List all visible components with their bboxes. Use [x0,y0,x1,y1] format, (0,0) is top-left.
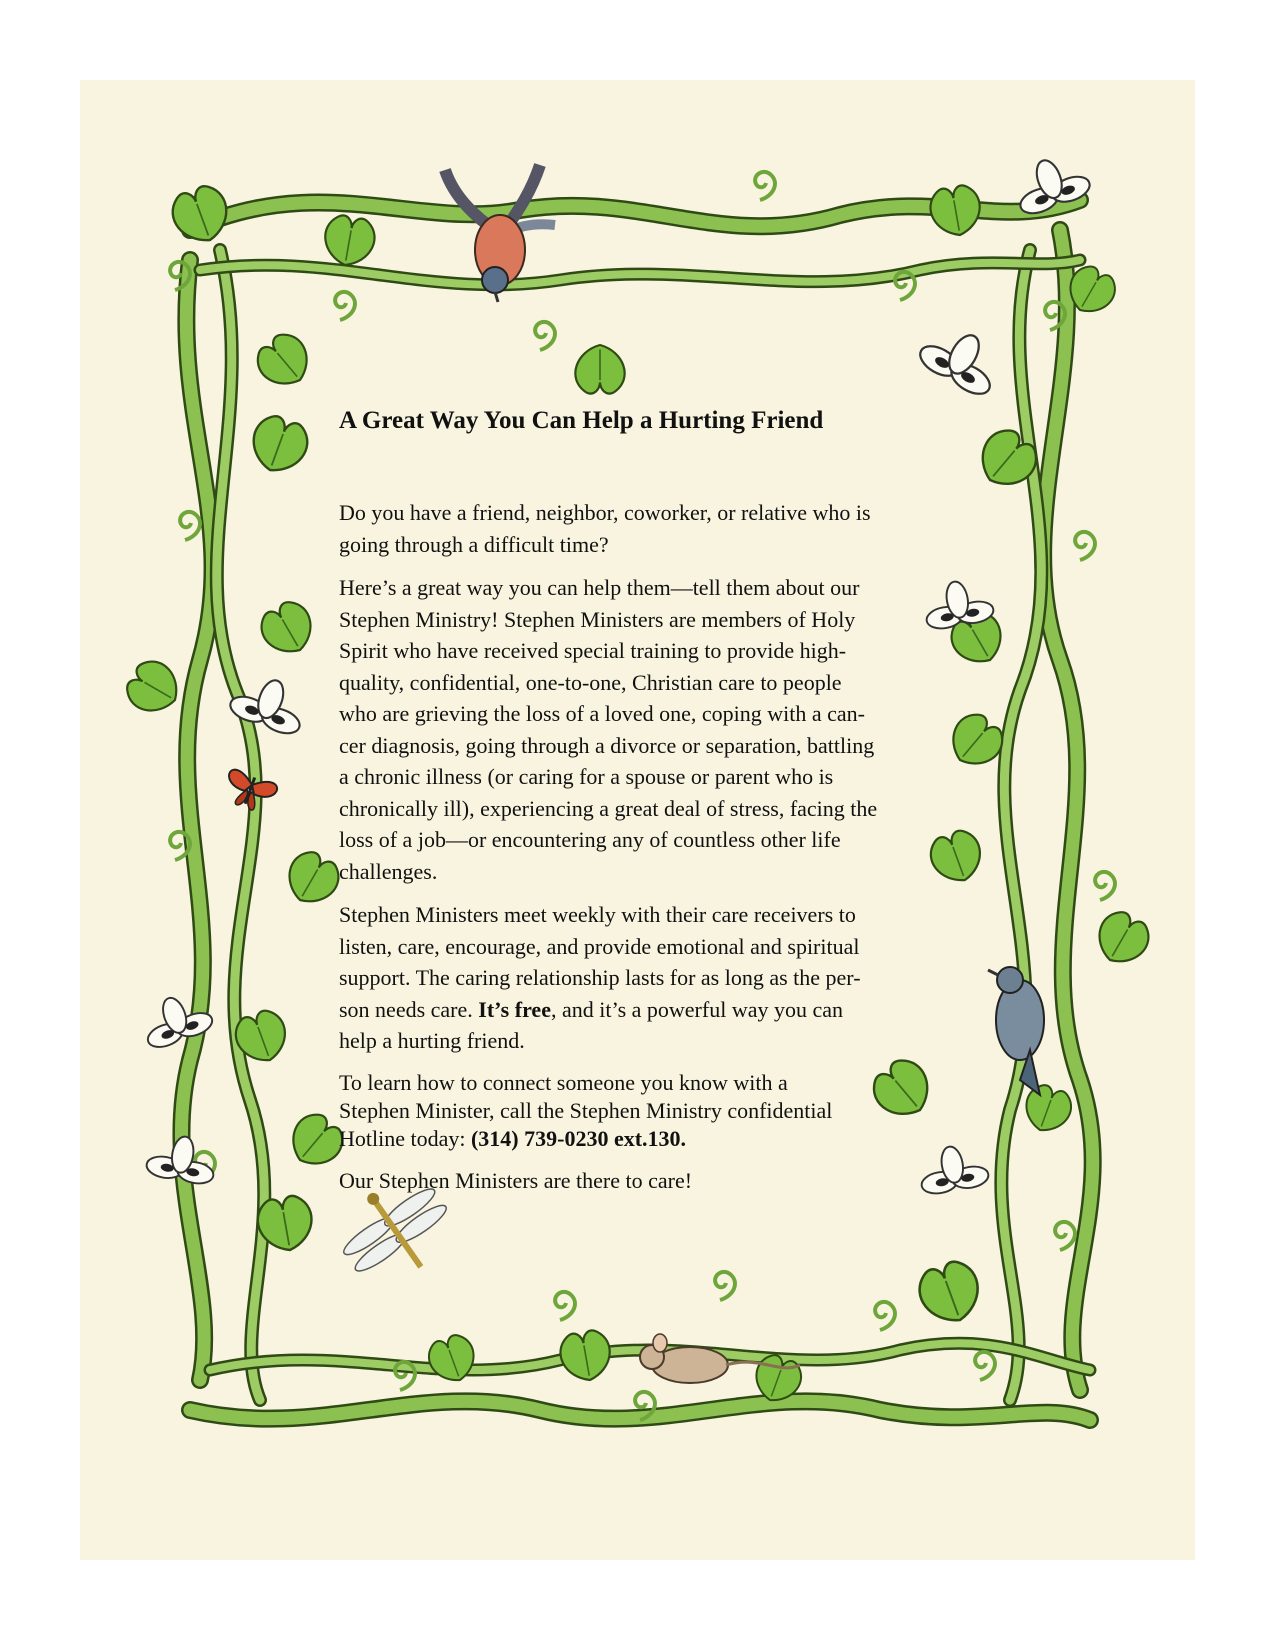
text-line: listen, care, encourage, and provide emotional and spiritual [339,933,860,959]
text-line: Stephen Ministry! Stephen Ministers are members of Holy [339,606,856,632]
its-free-emphasis: It’s free [478,996,551,1022]
text-line: support. The caring relationship lasts for as long as the per- [339,965,861,990]
text-line: To learn how to connect someone you know with a [339,1069,788,1095]
paragraph-description [339,572,939,887]
text-line: Our Stephen Ministers are there to care! [339,1167,693,1193]
text-line: challenges. [339,858,438,884]
text-line: Stephen Ministers meet weekly with their care receivers to [339,902,856,927]
text-line: who are grieving the loss of a loved one, coping with a can- [339,701,866,726]
paragraph-meetings [339,899,939,1057]
paragraph-intro [339,497,939,560]
text-line: Stephen Minister, call the Stephen Ministry confidential [339,1097,833,1123]
page-title: A Great Way You Can Help a Hurting Friend [339,407,824,434]
free-line-after: , and it’s a powerful way you can [550,996,843,1022]
letter-content [339,405,939,1208]
text-line: help a hurting friend. [339,1028,525,1053]
text-line: Do you have a friend, neighbor, coworker, or relative who is [339,500,871,525]
paragraph-hotline [339,1069,939,1153]
text-line: cer diagnosis, going through a divorce or separation, battling [339,732,875,758]
text-line [339,994,939,1026]
text-line: a chronic illness (or caring for a spouse or parent who is [339,764,834,789]
text-line: Spirit who have received special training to provide high- [339,638,847,663]
text-line: chronically ill), experiencing a great deal of stress, facing the [339,795,878,821]
text-line: Here’s a great way you can help them—tell them about our [339,575,860,600]
hotline-prefix: Hotline today: [339,1125,471,1151]
free-line-before: son needs care. [339,996,479,1022]
text-line: loss of a job—or encountering any of countless other life [339,827,841,852]
text-line [339,1125,939,1153]
paragraph-closing [339,1165,939,1197]
text-line: going through a difficult time? [339,531,609,557]
text-line: quality, confidential, one-to-one, Christian care to people [339,669,842,695]
hotline-phone-number: (314) 739-0230 ext.130. [470,1125,687,1151]
